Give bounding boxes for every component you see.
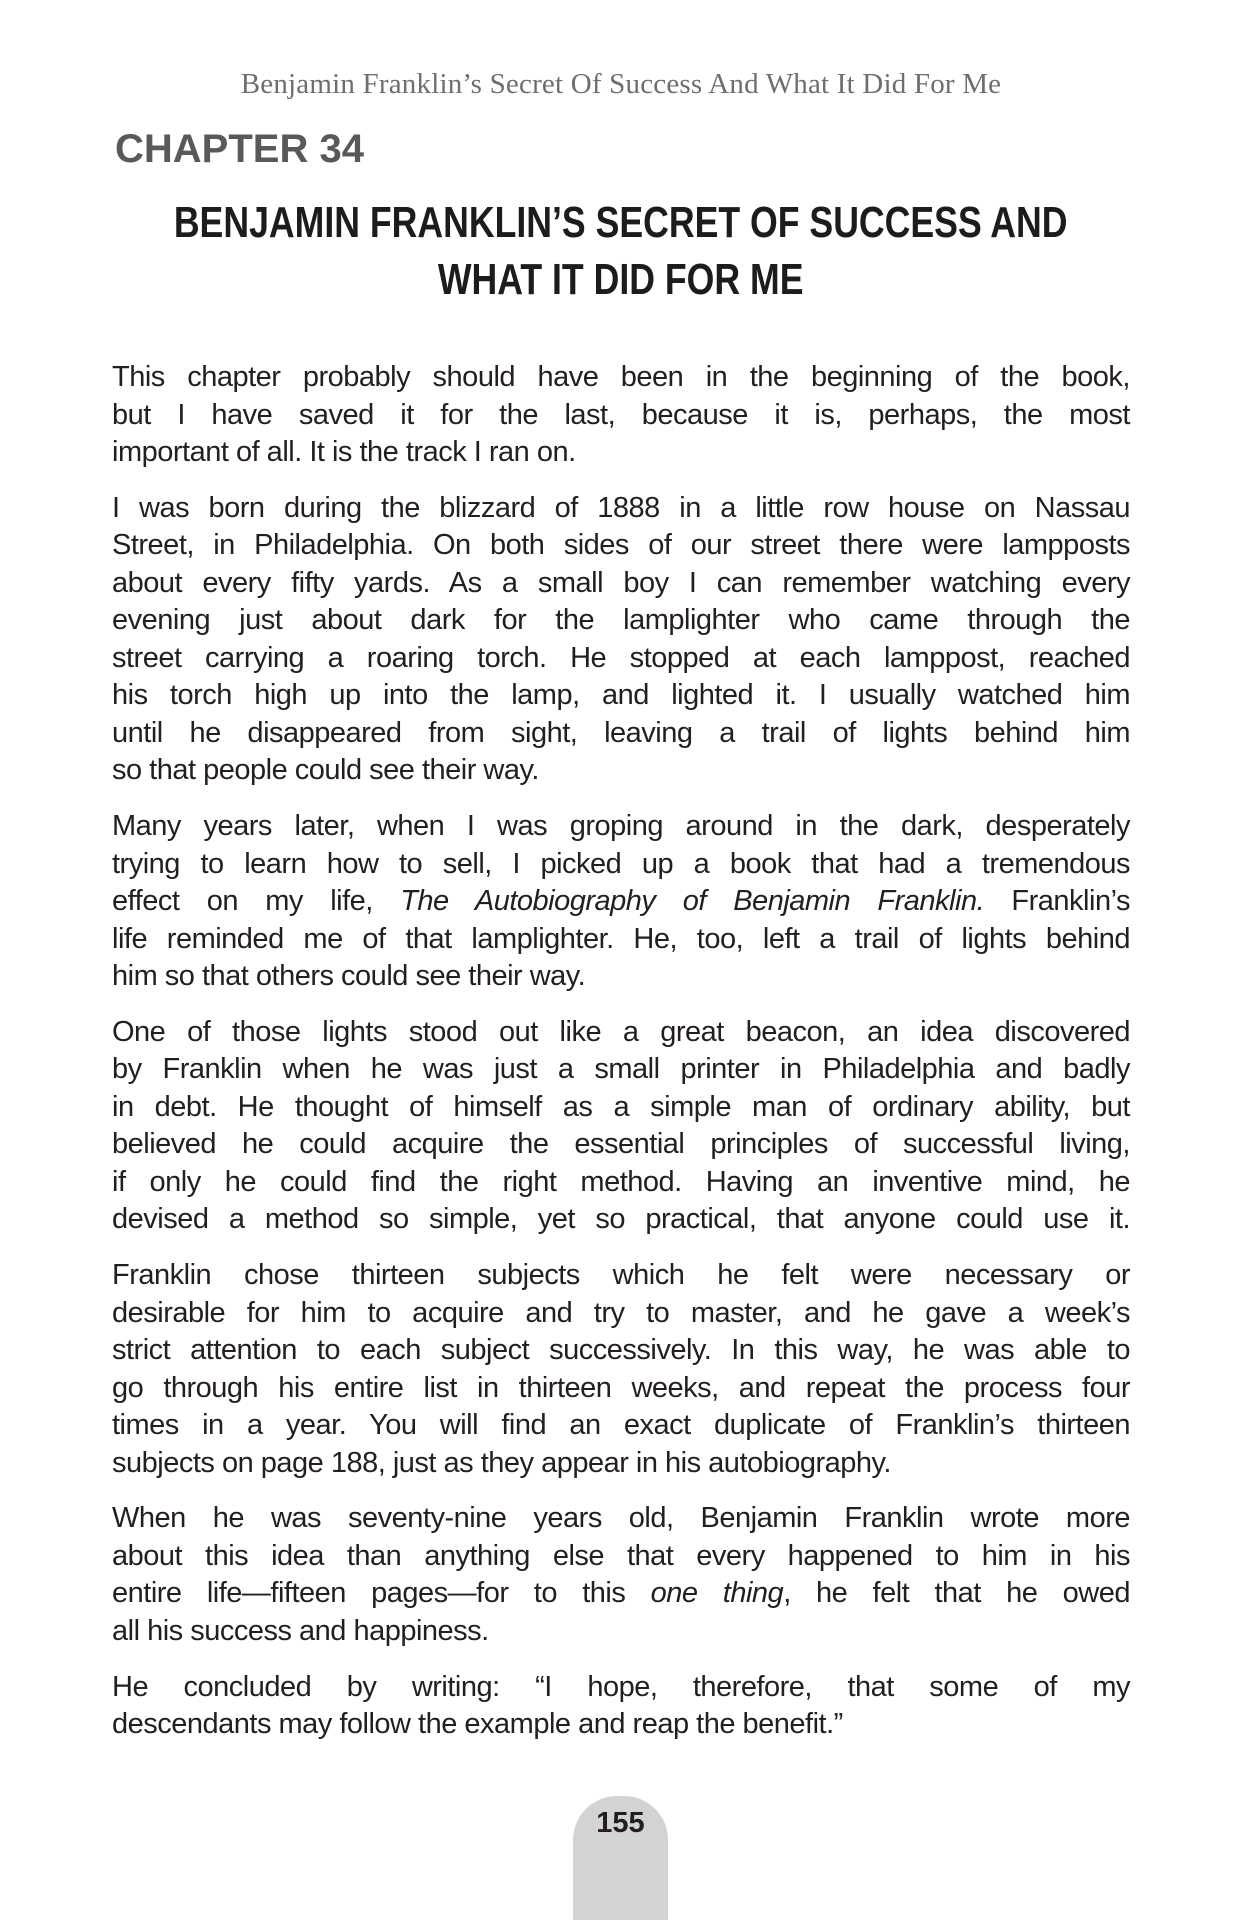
text-run: in debt. He thought of himself as a simple man of ordinary ability, but <box>112 1090 1130 1123</box>
text-line <box>112 1370 1130 1408</box>
text-line <box>112 602 1130 640</box>
paragraph <box>112 1257 1130 1482</box>
text-line <box>112 1538 1130 1576</box>
text-run: so that people could see their way. <box>112 754 539 787</box>
text-line <box>112 808 1130 846</box>
chapter-title-text-1: BENJAMIN FRANKLIN’S SECRET OF SUCCESS AND <box>174 198 1068 247</box>
paragraph <box>112 808 1130 996</box>
chapter-title-text-2: WHAT IT DID FOR ME <box>438 255 804 304</box>
text-run: strict attention to each subject successively. In this way, he was able to <box>112 1334 1130 1367</box>
paragraph <box>112 1014 1130 1239</box>
text-line <box>112 752 1130 790</box>
text-line <box>112 677 1130 715</box>
text-run: times in a year. You will find an exact duplicate of Franklin’s thirteen <box>112 1409 1130 1442</box>
chapter-title <box>0 194 1242 308</box>
text-run: When he was seventy-nine years old, Benjamin Franklin wrote more <box>112 1502 1130 1535</box>
paragraph <box>112 490 1130 790</box>
text-line <box>112 1706 1130 1744</box>
italic-text: one thing <box>650 1577 784 1610</box>
text-line <box>112 1669 1130 1707</box>
text-run: believed he could acquire the essential principles of successful living, <box>112 1128 1130 1161</box>
text-line <box>112 1089 1130 1127</box>
text-line <box>112 846 1130 884</box>
text-run: He concluded by writing: “I hope, therefore, that some of my <box>112 1670 1130 1703</box>
text-line <box>112 640 1130 678</box>
text-run: all his success and happiness. <box>112 1614 489 1647</box>
text-line <box>112 397 1130 435</box>
page-number: 155 <box>596 1807 645 1839</box>
text-line <box>112 883 1130 921</box>
text-line <box>112 1164 1130 1202</box>
text-line <box>112 1500 1130 1538</box>
text-run: by Franklin when he was just a small printer in Philadelphia and badly <box>112 1053 1130 1086</box>
italic-text: The Autobiography of Benjamin Franklin. <box>400 885 985 918</box>
text-line <box>112 1014 1130 1052</box>
text-run: until he disappeared from sight, leaving a trail of lights behind him <box>112 716 1130 749</box>
text-line <box>112 1257 1130 1295</box>
chapter-label: CHAPTER 34 <box>115 127 364 171</box>
text-line <box>112 359 1130 397</box>
text-run: I was born during the blizzard of 1888 in a little row house on Nassau <box>112 491 1130 524</box>
text-run: effect on my life, <box>112 885 401 918</box>
text-run: trying to learn how to sell, I picked up a book that had a tremendous <box>112 847 1130 880</box>
text-line <box>112 1575 1130 1613</box>
text-run: go through his entire list in thirteen weeks, and repeat the process four <box>112 1371 1130 1404</box>
text-run: Franklin chose thirteen subjects which he felt were necessary or <box>112 1259 1130 1292</box>
text-line <box>112 1201 1130 1239</box>
text-line <box>112 1295 1130 1333</box>
text-run: about every fifty yards. As a small boy I can remember watching every <box>112 566 1130 599</box>
text-line <box>112 1051 1130 1089</box>
text-line <box>112 715 1130 753</box>
text-run: Many years later, when I was groping around in the dark, desperately <box>112 810 1130 843</box>
text-run: Franklin’s <box>984 885 1130 918</box>
body-text <box>112 359 1130 1762</box>
text-run: devised a method so simple, yet so practical, that anyone could use it. <box>112 1203 1130 1236</box>
paragraph <box>112 1669 1130 1744</box>
paragraph <box>112 1500 1130 1650</box>
text-run: if only he could find the right method. Having an inventive mind, he <box>112 1165 1130 1198</box>
text-line <box>112 527 1130 565</box>
text-line <box>112 565 1130 603</box>
text-run: about this idea than anything else that every happened to him in his <box>112 1539 1130 1572</box>
text-run: descendants may follow the example and reap the benefit.” <box>112 1708 843 1741</box>
text-line <box>112 434 1130 472</box>
chapter-title-line-1 <box>0 194 1242 251</box>
text-line <box>112 1126 1130 1164</box>
text-run: evening just about dark for the lamplighter who came through the <box>112 604 1130 637</box>
text-run: street carrying a roaring torch. He stopped at each lamppost, reached <box>112 641 1130 674</box>
text-run: entire life—fifteen pages—for to this <box>112 1577 651 1610</box>
paragraph <box>112 359 1130 472</box>
text-line <box>112 1407 1130 1445</box>
text-line <box>112 921 1130 959</box>
page-number-tab <box>573 1796 668 1920</box>
text-run: One of those lights stood out like a great beacon, an idea discovered <box>112 1015 1130 1048</box>
text-line <box>112 1445 1130 1483</box>
text-run: This chapter probably should have been in the beginning of the book, <box>112 361 1130 393</box>
text-run: Street, in Philadelphia. On both sides of our street there were lampposts <box>112 529 1130 562</box>
text-run: but I have saved it for the last, because it is, perhaps, the most <box>112 398 1130 431</box>
text-run: important of all. It is the track I ran on. <box>112 436 576 468</box>
text-line <box>112 490 1130 528</box>
running-head: Benjamin Franklin’s Secret Of Success And What It Did For Me <box>240 68 1002 100</box>
text-run: desirable for him to acquire and try to master, and he gave a week’s <box>112 1296 1130 1329</box>
text-run: , he felt that he owed <box>783 1577 1130 1610</box>
text-run: his torch high up into the lamp, and lighted it. I usually watched him <box>112 679 1130 712</box>
chapter-title-line-2 <box>0 251 1242 308</box>
text-line <box>112 1332 1130 1370</box>
text-line <box>112 958 1130 996</box>
text-run: life reminded me of that lamplighter. He, too, left a trail of lights behind <box>112 922 1130 955</box>
text-run: him so that others could see their way. <box>112 960 586 993</box>
text-run: subjects on page 188, just as they appear in his autobiography. <box>112 1446 891 1479</box>
text-line <box>112 1613 1130 1651</box>
